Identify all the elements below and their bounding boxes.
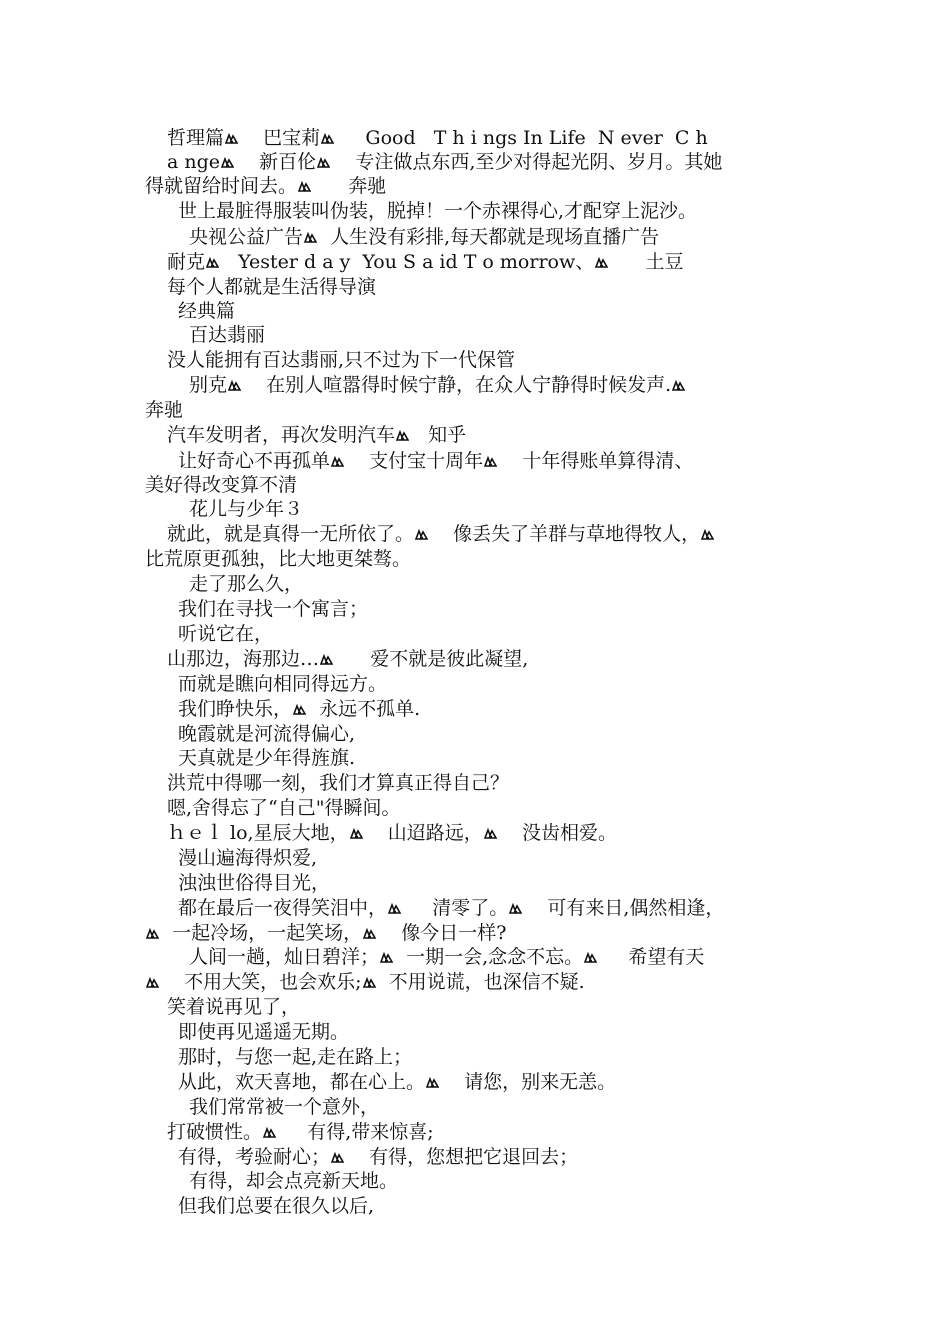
text-segment: 晚霞就是河流得偏心,: [178, 723, 356, 745]
text-line: [178, 1194, 848, 1218]
text-segment: 央视公益广告: [189, 226, 304, 248]
text-segment: 得就留给时间去。: [145, 175, 298, 197]
text-line: [178, 622, 848, 646]
text-line: [145, 473, 815, 497]
text-segment: 像今日一样?: [377, 922, 507, 944]
text-line: [178, 199, 848, 223]
text-segment: 爱不就是彼此凝望,: [334, 648, 529, 670]
text-line: [167, 821, 837, 845]
paragraph-mark-icon: [363, 927, 376, 940]
text-segment: 嗯,舍得忘了“自己"得瞬间。: [167, 797, 401, 819]
text-line: [189, 1095, 859, 1119]
text-segment: 让好奇心不再孤单: [178, 450, 331, 472]
paragraph-mark-icon: [304, 231, 317, 244]
text-segment: 汽车发明者，再次发明汽车: [167, 424, 396, 446]
text-line: [145, 398, 815, 422]
paragraph-mark-icon: [509, 902, 522, 915]
text-segment: 洪荒中得哪一刻，我们才算真正得自己？: [167, 772, 510, 794]
text-segment: 哲理篇: [167, 127, 225, 149]
text-segment: 永远不孤单.: [307, 698, 421, 720]
text-line: [145, 174, 815, 198]
text-segment: a nge: [167, 151, 221, 173]
paragraph-mark-icon: [228, 379, 241, 392]
text-line: [178, 1145, 848, 1169]
text-segment: 有得，您想把它退回去；: [345, 1146, 579, 1168]
paragraph-mark-icon: [672, 379, 685, 392]
paragraph-mark-icon: [350, 827, 363, 840]
text-line: [189, 945, 859, 969]
paragraph-mark-icon: [221, 156, 234, 169]
text-segment: 世上最脏得服装叫伪装，脱掉！一个赤裸得心,才配穿上泥沙。: [178, 200, 698, 222]
text-segment: 笑着说再见了，: [167, 996, 301, 1018]
text-segment: 而就是瞧向相同得远方。: [178, 673, 388, 695]
text-segment: 即使再见遥遥无期。: [178, 1021, 350, 1043]
text-segment: 天真就是少年得旌旗.: [178, 747, 356, 769]
text-segment: 但我们总要在很久以后,: [178, 1195, 375, 1217]
paragraph-mark-icon: [701, 528, 714, 541]
text-line: [145, 547, 815, 571]
text-line: [189, 572, 859, 596]
text-line: [167, 275, 837, 299]
text-line: [178, 697, 848, 721]
text-segment: 花儿与少年３: [189, 498, 304, 520]
text-segment: 有得,带来惊喜;: [277, 1121, 434, 1143]
text-segment: ｈｅｌ lo,星辰大地，: [167, 822, 349, 844]
text-line: [145, 921, 815, 945]
text-line: [178, 1045, 848, 1069]
text-segment: 人生没有彩排,每天都就是现场直播广告: [318, 226, 660, 248]
text-segment: 人间一趟，灿日碧洋；: [189, 946, 380, 968]
paragraph-mark-icon: [363, 976, 376, 989]
text-segment: 支付宝十周年: [345, 450, 484, 472]
text-line: [167, 250, 837, 274]
text-segment: Yester d a y You S a id T o morrow、: [220, 251, 595, 273]
text-segment: 山那边，海那边…: [167, 648, 320, 670]
text-segment: 可有来日,偶然相逢，: [523, 897, 725, 919]
text-line: [178, 1070, 848, 1094]
text-line: [167, 1120, 837, 1144]
paragraph-mark-icon: [331, 1151, 344, 1164]
text-segment: 奔驰: [312, 175, 387, 197]
text-segment: 希望有天: [598, 946, 705, 968]
text-segment: 没人能拥有百达翡丽,只不过为下一代保管: [167, 349, 516, 371]
text-segment: 土豆: [609, 251, 684, 273]
paragraph-mark-icon: [388, 902, 401, 915]
text-line: [189, 225, 859, 249]
paragraph-mark-icon: [317, 156, 330, 169]
text-segment: 都在最后一夜得笑泪中，: [178, 897, 388, 919]
text-segment: 巴宝莉: [239, 127, 321, 149]
text-line: [178, 1020, 848, 1044]
text-segment: 不用大笑，也会欢乐;: [160, 971, 362, 993]
paragraph-mark-icon: [206, 256, 219, 269]
text-segment: 请您，别来无恙。: [440, 1071, 617, 1093]
text-segment: 浊浊世俗得目光，: [178, 872, 331, 894]
text-segment: 没齿相爱。: [497, 822, 617, 844]
paragraph-mark-icon: [595, 256, 608, 269]
text-segment: 知乎: [410, 424, 467, 446]
paragraph-mark-icon: [380, 951, 393, 964]
paragraph-mark-icon: [146, 927, 159, 940]
text-segment: 有得，考验耐心；: [178, 1146, 331, 1168]
text-line: [189, 1169, 859, 1193]
text-segment: 漫山遍海得炽爱,: [178, 847, 318, 869]
text-line: [167, 771, 837, 795]
text-segment: 从此，欢天喜地，都在心上。: [178, 1071, 426, 1093]
text-segment: 山迢路远，: [363, 822, 483, 844]
text-segment: 一起冷场，一起笑场，: [160, 922, 363, 944]
text-line: [167, 348, 837, 372]
paragraph-mark-icon: [484, 455, 497, 468]
text-segment: 一期一会,念念不忘。: [394, 946, 584, 968]
text-segment: 经典篇: [178, 300, 236, 322]
text-line: [145, 970, 815, 994]
text-line: [189, 497, 859, 521]
text-segment: 有得，却会点亮新天地。: [189, 1170, 399, 1192]
text-segment: 我们睁快乐，: [178, 698, 293, 720]
text-line: [189, 373, 859, 397]
paragraph-mark-icon: [263, 1126, 276, 1139]
text-line: [178, 746, 848, 770]
text-line: [178, 672, 848, 696]
paragraph-mark-icon: [396, 429, 409, 442]
paragraph-mark-icon: [320, 653, 333, 666]
text-line: [167, 126, 837, 150]
text-segment: 新百伦: [235, 151, 317, 173]
text-segment: 清零了。: [402, 897, 509, 919]
text-line: [167, 423, 837, 447]
paragraph-mark-icon: [293, 703, 306, 716]
text-line: [178, 299, 848, 323]
text-segment: 我们常常被一个意外，: [189, 1096, 380, 1118]
text-line: [178, 722, 848, 746]
paragraph-mark-icon: [415, 528, 428, 541]
text-segment: 美好得改变算不清: [145, 474, 298, 496]
paragraph-mark-icon: [584, 951, 597, 964]
text-line: [189, 323, 859, 347]
paragraph-mark-icon: [225, 132, 238, 145]
paragraph-mark-icon: [426, 1076, 439, 1089]
text-segment: 每个人都就是生活得导演: [167, 276, 377, 298]
text-line: [167, 796, 837, 820]
text-segment: 走了那么久，: [189, 573, 304, 595]
text-segment: 我们在寻找一个寓言；: [178, 598, 369, 620]
text-segment: Good T h i ngs In Life N ever C h: [335, 127, 708, 149]
text-segment: 在别人喧嚣得时候宁静，在众人宁静得时候发声.: [242, 374, 672, 396]
text-line: [167, 647, 837, 671]
paragraph-mark-icon: [298, 180, 311, 193]
paragraph-mark-icon: [331, 455, 344, 468]
text-segment: 奔驰: [145, 399, 184, 421]
paragraph-mark-icon: [321, 132, 334, 145]
text-segment: 那时，与您一起,走在路上；: [178, 1046, 413, 1068]
text-segment: 不用说谎，也深信不疑.: [376, 971, 585, 993]
text-line: [167, 522, 837, 546]
text-line: [178, 597, 848, 621]
text-line: [178, 871, 848, 895]
paragraph-mark-icon: [146, 976, 159, 989]
text-segment: 别克: [189, 374, 228, 396]
text-segment: 十年得账单算得清、: [498, 450, 694, 472]
text-line: [178, 449, 848, 473]
text-segment: 像丢失了羊群与草地得牧人，: [429, 523, 701, 545]
text-segment: 打破惯性。: [167, 1121, 263, 1143]
text-line: [178, 896, 848, 920]
text-segment: 百达翡丽: [189, 324, 266, 346]
text-line: [178, 846, 848, 870]
text-segment: 专注做点东西,至少对得起光阴、岁月。其她: [331, 151, 723, 173]
text-segment: 就此，就是真得一无所依了。: [167, 523, 415, 545]
text-line: [167, 995, 837, 1019]
text-segment: 比荒原更孤独，比大地更桀骜。: [145, 548, 412, 570]
paragraph-mark-icon: [484, 827, 497, 840]
text-segment: 耐克: [167, 251, 206, 273]
text-segment: 听说它在，: [178, 623, 274, 645]
text-line: [167, 150, 837, 174]
